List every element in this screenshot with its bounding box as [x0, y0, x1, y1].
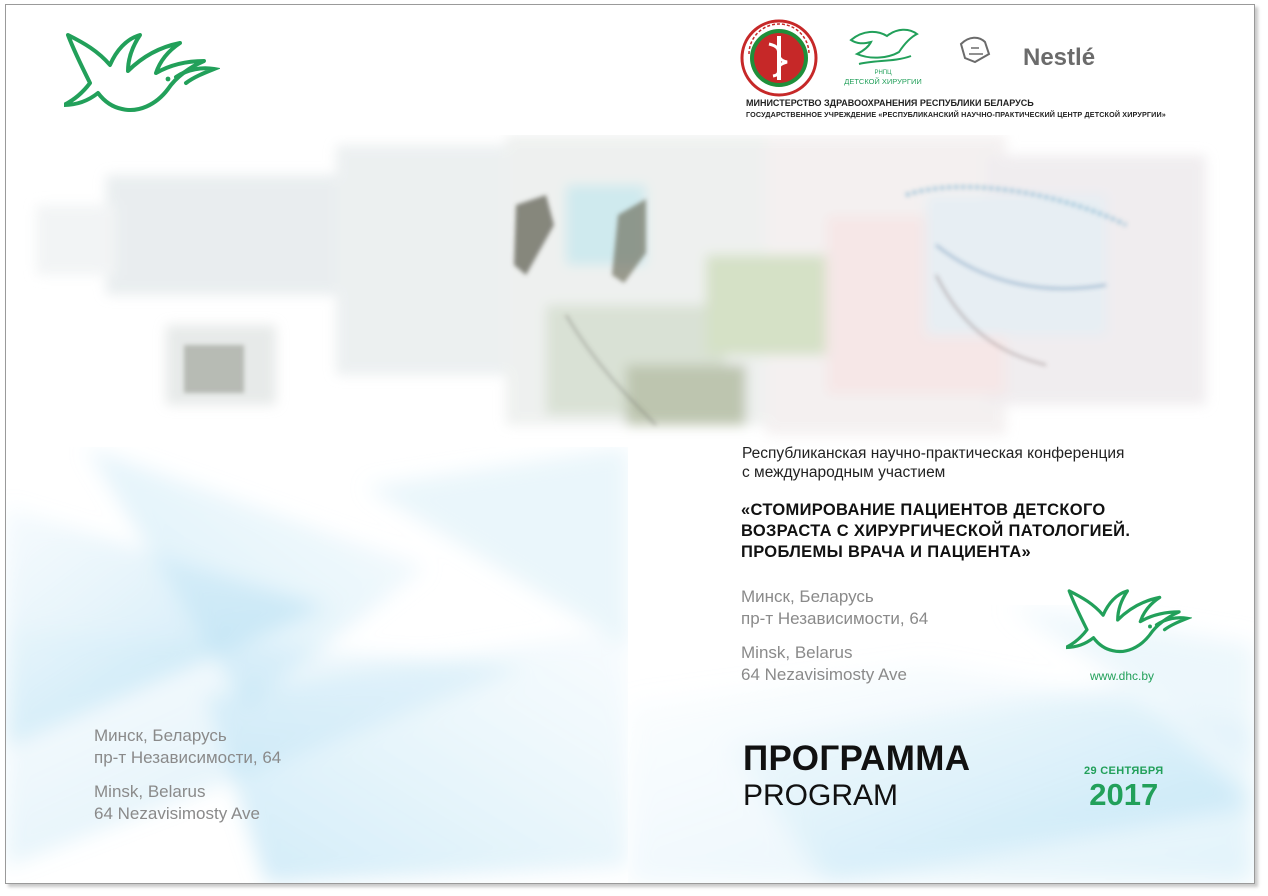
address-left: [94, 725, 281, 825]
conference-subtitle: [742, 444, 1124, 482]
conference-title: [741, 500, 1130, 563]
program-en: PROGRAM: [743, 779, 899, 812]
dove-icon: [64, 21, 220, 121]
partner-logos: [739, 18, 1119, 98]
address-ru-street: пр-т Независимости, 64: [94, 748, 282, 767]
conference-title-line-1: «СТОМИРОВАНИЕ ПАЦИЕНТОВ ДЕТСКОГО: [741, 501, 1106, 519]
address-en-city: Minsk, Belarus: [741, 643, 853, 662]
rnpc-logo-icon: [844, 30, 922, 86]
address-en-city: Minsk, Belarus: [94, 782, 206, 801]
event-year: 2017: [1089, 777, 1159, 812]
cover-photo: [6, 135, 1254, 447]
address-right: [741, 586, 928, 686]
svg-text:ДЕТСКОЙ ХИРУРГИИ: ДЕТСКОЙ ХИРУРГИИ: [844, 77, 922, 86]
ministry-line: МИНИСТЕРСТВО ЗДРАВООХРАНЕНИЯ РЕСПУБЛИКИ БЕЛАРУСЬ: [746, 98, 1034, 108]
address-ru-street: пр-т Независимости, 64: [741, 609, 929, 628]
website-link-right[interactable]: www.dhc.by: [1090, 669, 1155, 683]
institution-line: ГОСУДАРСТВЕННОЕ УЧРЕЖДЕНИЕ «РЕСПУБЛИКАНСКИЙ НАУЧНО-ПРАКТИЧЕСКИЙ ЦЕНТР ДЕТСКОЙ ХИРУРГИИ»: [746, 110, 1166, 119]
svg-text:РНПЦ: РНПЦ: [874, 70, 892, 76]
program-heading: [743, 740, 970, 814]
conference-line-2: с международным участием: [742, 464, 946, 481]
address-en-street: 64 Nezavisimosty Ave: [94, 804, 260, 823]
ministry-text: [746, 98, 1166, 120]
conference-line-1: Республиканская научно-практическая конференция: [742, 445, 1125, 462]
brochure-page: [5, 4, 1255, 884]
program-ru: ПРОГРАММА: [743, 739, 971, 778]
address-ru-city: Минск, Беларусь: [94, 726, 227, 745]
ministry-emblem-icon: [742, 21, 816, 95]
nestle-logo-icon: [961, 38, 1095, 71]
address-en-street: 64 Nezavisimosty Ave: [741, 665, 907, 684]
event-day: 29 СЕНТЯБРЯ: [1084, 765, 1164, 777]
conference-title-line-2: ВОЗРАСТА С ХИРУРГИЧЕСКОЙ ПАТОЛОГИЕЙ.: [741, 522, 1131, 540]
event-date: [1084, 765, 1164, 813]
svg-text:Nestlé: Nestlé: [1023, 44, 1096, 71]
address-ru-city: Минск, Беларусь: [741, 587, 874, 606]
conference-title-line-3: ПРОБЛЕМЫ ВРАЧА И ПАЦИЕНТА»: [741, 543, 1031, 561]
dove-icon: [1066, 579, 1192, 661]
